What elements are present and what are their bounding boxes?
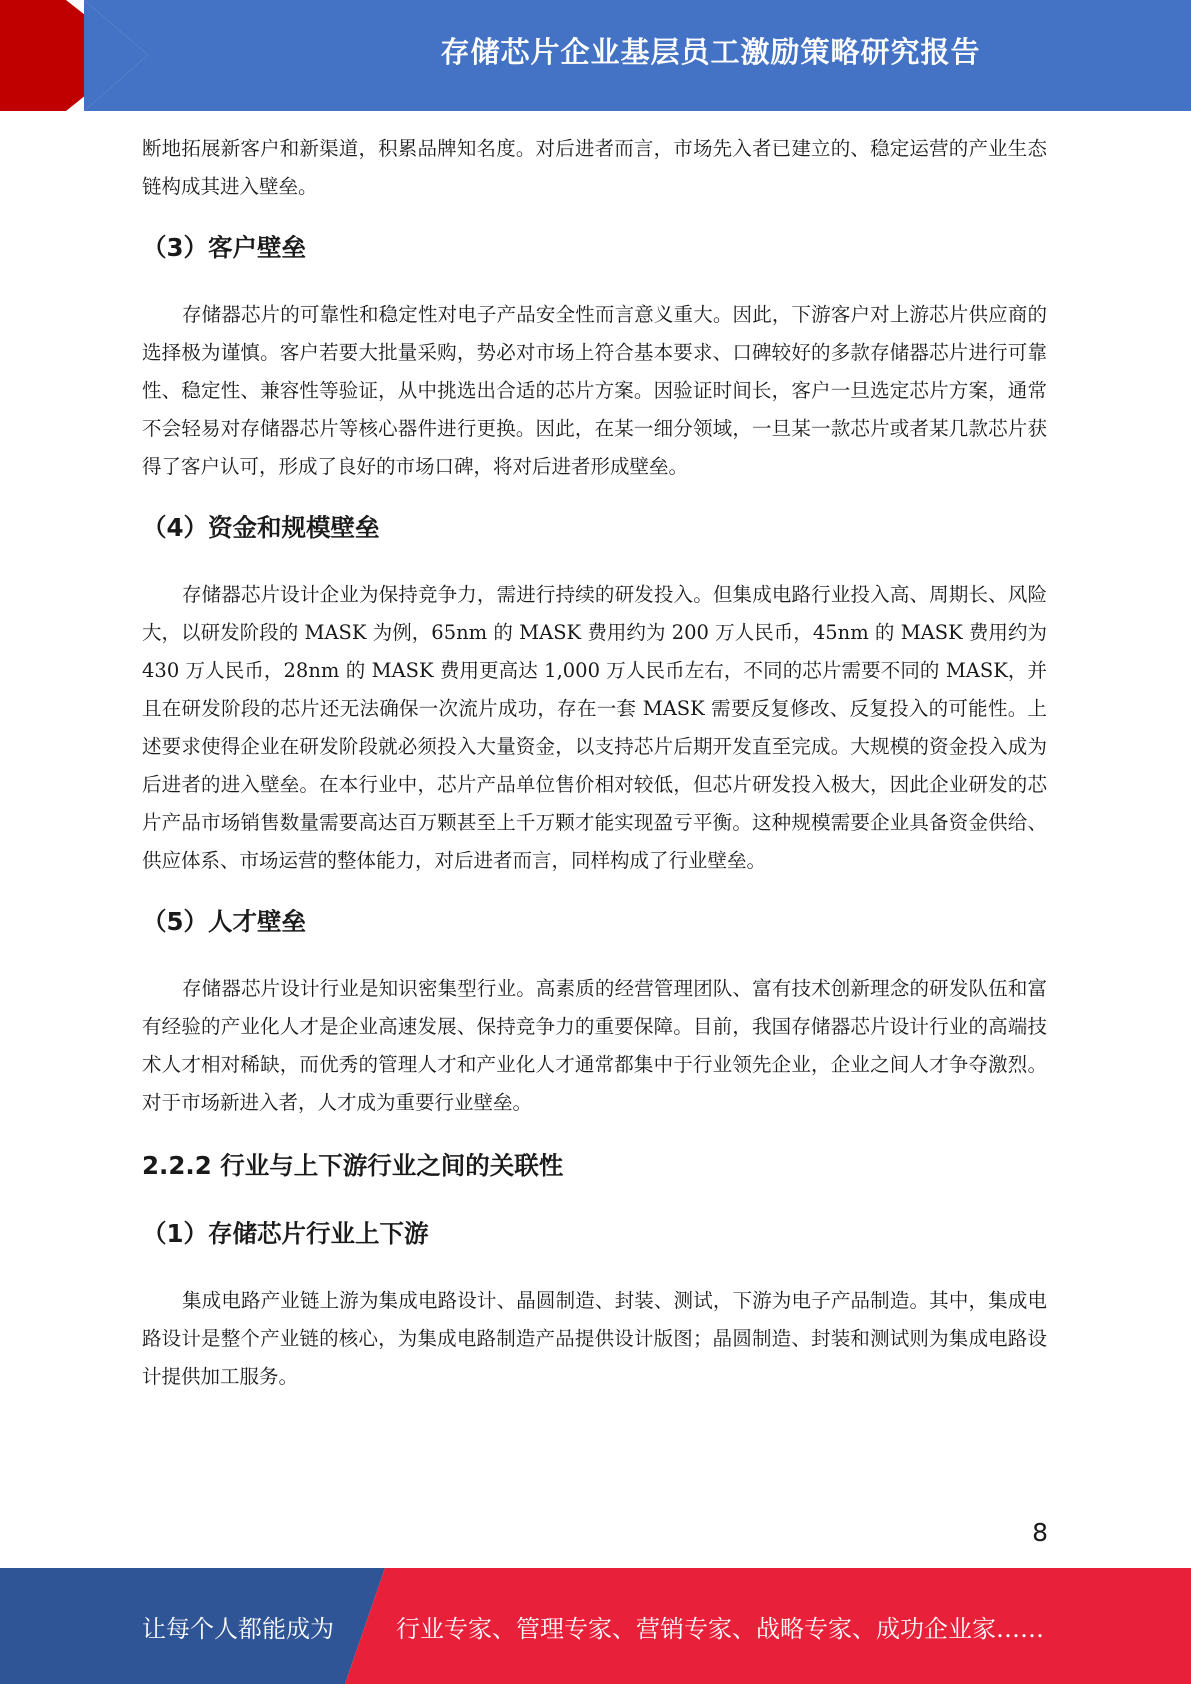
heading-upstream-downstream: （1）存储芯片行业上下游 (142, 1219, 429, 1248)
paragraph-upstream-downstream: 集成电路产业链上游为集成电路设计、晶圆制造、封装、测试，下游为电子产品制造。其中，集成电路设计是整个产业链的核心，为集成电路制造产品提供设计版图；晶圆制造、封装和测试则为集成电路设计提供加工服务。 (142, 1289, 1047, 1388)
paragraph-intro: 断地拓展新客户和新渠道，积累品牌知名度。对后进者而言，市场先入者已建立的、稳定运营的产业生态链构成其进入壁垒。 (142, 137, 1047, 198)
page-number: 8 (1032, 1518, 1048, 1547)
paragraph-customer-barrier: 存储器芯片的可靠性和稳定性对电子产品安全性而言意义重大。因此，下游客户对上游芯片供应商的选择极为谨慎。客户若要大批量采购，势必对市场上符合基本要求、口碑较好的多款存储器芯片进行可靠性、稳定性、兼容性等验证，从中挑选出合适的芯片方案。因验证时间长，客户一旦选定芯片方案，通常不会轻易对存储器芯片等核心器件进行更换。因此，在某一细分领域，一旦某一款芯片或者某几款芯片获得了客户认可，形成了良好的市场口碑，将对后进者形成壁垒。 (142, 303, 1047, 478)
heading-customer-barrier: （3）客户壁垒 (142, 233, 307, 262)
page-header (0, 0, 1191, 111)
heading-capital-barrier: （4）资金和规模壁垒 (142, 513, 380, 542)
section-heading-2-2-2: 2.2.2 行业与上下游行业之间的关联性 (142, 1151, 564, 1180)
footer-slogan-left: 让每个人都能成为 (142, 1614, 334, 1643)
page-footer (0, 1568, 1191, 1684)
paragraph-capital-barrier: 存储器芯片设计企业为保持竞争力，需进行持续的研发投入。但集成电路行业投入高、周期长、风险大，以研发阶段的 MASK 为例，65nm 的 MASK 费用约为 200 万人民币，45nm 的 MASK 费用约为 430 万人民币，28nm 的 MASK 费用更高达 1,000 万人民币左右，不同的芯片需要不同的 MASK，并且在研发阶段的芯片还无法确保一次流片成功，存在一套 MASK 需要反复修改、反复投入的可能性。上述要求使得企业在研发阶段就必须投入大量资金，以支持芯片后期开发直至完成。大规模的资金投入成为后进者的进入壁垒。在本行业中，芯片产品单位售价相对较低，但芯片研发投入极大，因此企业研发的芯片产品市场销售数量需要高达百万颗甚至上千万颗才能实现盈亏平衡。这种规模需要企业具备资金供给、供应体系、市场运营的整体能力，对后进者而言，同样构成了行业壁垒。 (142, 583, 1047, 872)
paragraph-talent-barrier: 存储器芯片设计行业是知识密集型行业。高素质的经营管理团队、富有技术创新理念的研发队伍和富有经验的产业化人才是企业高速发展、保持竞争力的重要保障。目前，我国存储器芯片设计行业的高端技术人才相对稀缺，而优秀的管理人才和产业化人才通常都集中于行业领先企业，企业之间人才争夺激烈。对于市场新进入者，人才成为重要行业壁垒。 (142, 977, 1047, 1114)
document-body (142, 130, 1047, 1396)
header-title: 存储芯片企业基层员工激励策略研究报告 (440, 34, 981, 69)
footer-slogan-right: 行业专家、管理专家、营销专家、战略专家、成功企业家…… (396, 1614, 1044, 1643)
heading-talent-barrier: （5）人才壁垒 (142, 907, 307, 936)
